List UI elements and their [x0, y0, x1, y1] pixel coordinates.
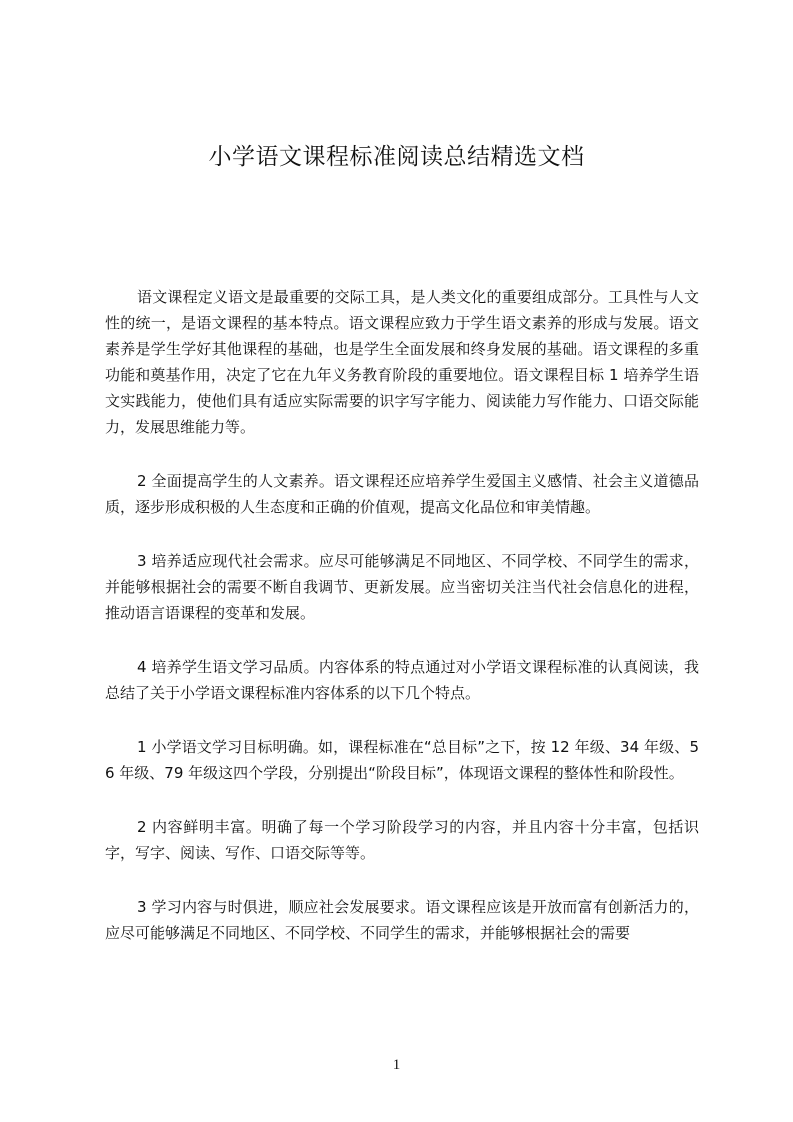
paragraph-rich-content: 2 内容鲜明丰富。明确了每一个学习阶段学习的内容，并且内容十分丰富，包括识字，写字、阅读、写作、口语交际等等。 — [105, 818, 699, 862]
page-number: 1 — [392, 1057, 401, 1073]
paragraph-social-needs: 3 培养适应现代社会需求。应尽可能够满足不同地区、不同学校、不同学生的需求，并能够根据社会的需要不断自我调节、更新发展。应当密切关注当代社会信息化的进程，推动语言语课程的变革和发展。 — [105, 552, 699, 622]
paragraph-course-definition: 语文课程定义语文是最重要的交际工具，是人类文化的重要组成部分。工具性与人文性的统一，是语文课程的基本特点。语文课程应致力于学生语文素养的形成与发展。语文素养是学生学好其他课程的基础，也是学生全面发展和终身发展的基础。语文课程的多重功能和奠基作用，决定了它在九年义务教育阶段的重要地位。语文课程目标 1 培养学生语文实践能力，使他们具有适应实际需要的识字写字能力、阅读能力写作能力、口语交际能力，发展思维能力等。 — [105, 288, 699, 436]
paragraph-humanistic-literacy: 2 全面提高学生的人文素养。语文课程还应培养学生爱国主义感情、社会主义道德品质，逐步形成积极的人生态度和正确的价值观，提高文化品位和审美情趣。 — [105, 472, 699, 516]
document-title: 小学语文课程标准阅读总结精选文档 — [208, 144, 585, 170]
paragraph-clear-goals: 1 小学语文学习目标明确。如，课程标准在“总目标”之下，按 12 年级、34 年级、56 年级、79 年级这四个学段，分别提出“阶段目标”，体现语文课程的整体性和阶段性。 — [105, 738, 699, 782]
paragraph-learning-quality: 4 培养学生语文学习品质。内容体系的特点通过对小学语文课程标准的认真阅读，我总结了关于小学语文课程标准内容体系的以下几个特点。 — [105, 658, 699, 702]
document-body — [105, 284, 699, 974]
paragraph-keep-pace: 3 学习内容与时俱进，顺应社会发展要求。语文课程应该是开放而富有创新活力的，应尽可能够满足不同地区、不同学校、不同学生的需求，并能够根据社会的需要 — [105, 898, 699, 942]
